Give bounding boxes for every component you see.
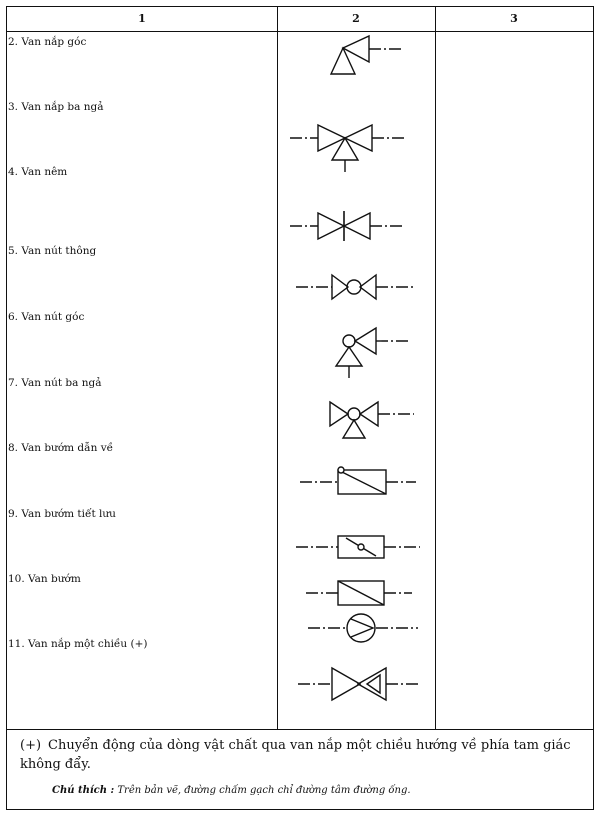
remark-text: Trên bản vẽ, đường chấm gạch chỉ đường tâm đường ống. — [117, 785, 411, 796]
row-label-wedge-gate-valve: 4. Van nêm — [8, 166, 68, 178]
wedge-gate-valve-icon — [290, 211, 404, 241]
footnote-text: Chuyển động của dòng vật chất qua van nắp một chiều hướng về phía tam giác không đẩy. — [20, 738, 571, 772]
row-label-angle-check-valve: 2. Van nắp góc — [8, 36, 87, 48]
table-bottom-divider — [7, 729, 593, 730]
row-label-three-way-check-valve: 3. Van nắp ba ngả — [8, 101, 104, 113]
angle-check-valve-icon — [331, 36, 402, 74]
plug-valve-icon — [296, 275, 416, 299]
row-label-butterfly-valve: 10. Van bướm — [8, 573, 81, 585]
butterfly-valve-icon — [306, 581, 412, 605]
three-way-check-valve-icon — [290, 125, 404, 172]
circle-valve-icon — [308, 614, 418, 642]
footnote-mark: (+) — [20, 738, 42, 753]
row-label-throttle-butterfly-valve: 9. Van bướm tiết lưu — [8, 508, 116, 520]
row-label-one-way-check-valve: 11. Van nắp một chiều (+) — [8, 638, 148, 650]
remark — [52, 785, 411, 796]
footnote — [20, 736, 580, 774]
row-label-plug-valve: 5. Van nút thông — [8, 245, 97, 257]
row-label-return-butterfly-valve: 8. Van bướm dẫn về — [8, 442, 114, 454]
three-way-plug-valve-icon — [330, 402, 414, 438]
angle-plug-valve-icon — [336, 328, 410, 378]
remark-label: Chú thích : — [52, 785, 115, 796]
column-header-3: 3 — [510, 12, 518, 25]
row-label-angle-plug-valve: 6. Van nút góc — [8, 311, 85, 323]
column-header-2: 2 — [352, 12, 360, 25]
column-header-1: 1 — [138, 12, 146, 25]
throttle-butterfly-valve-icon — [296, 536, 420, 558]
one-way-check-valve-icon — [298, 668, 420, 700]
return-butterfly-valve-icon — [300, 467, 416, 494]
row-label-three-way-plug-valve: 7. Van nút ba ngả — [8, 377, 102, 389]
